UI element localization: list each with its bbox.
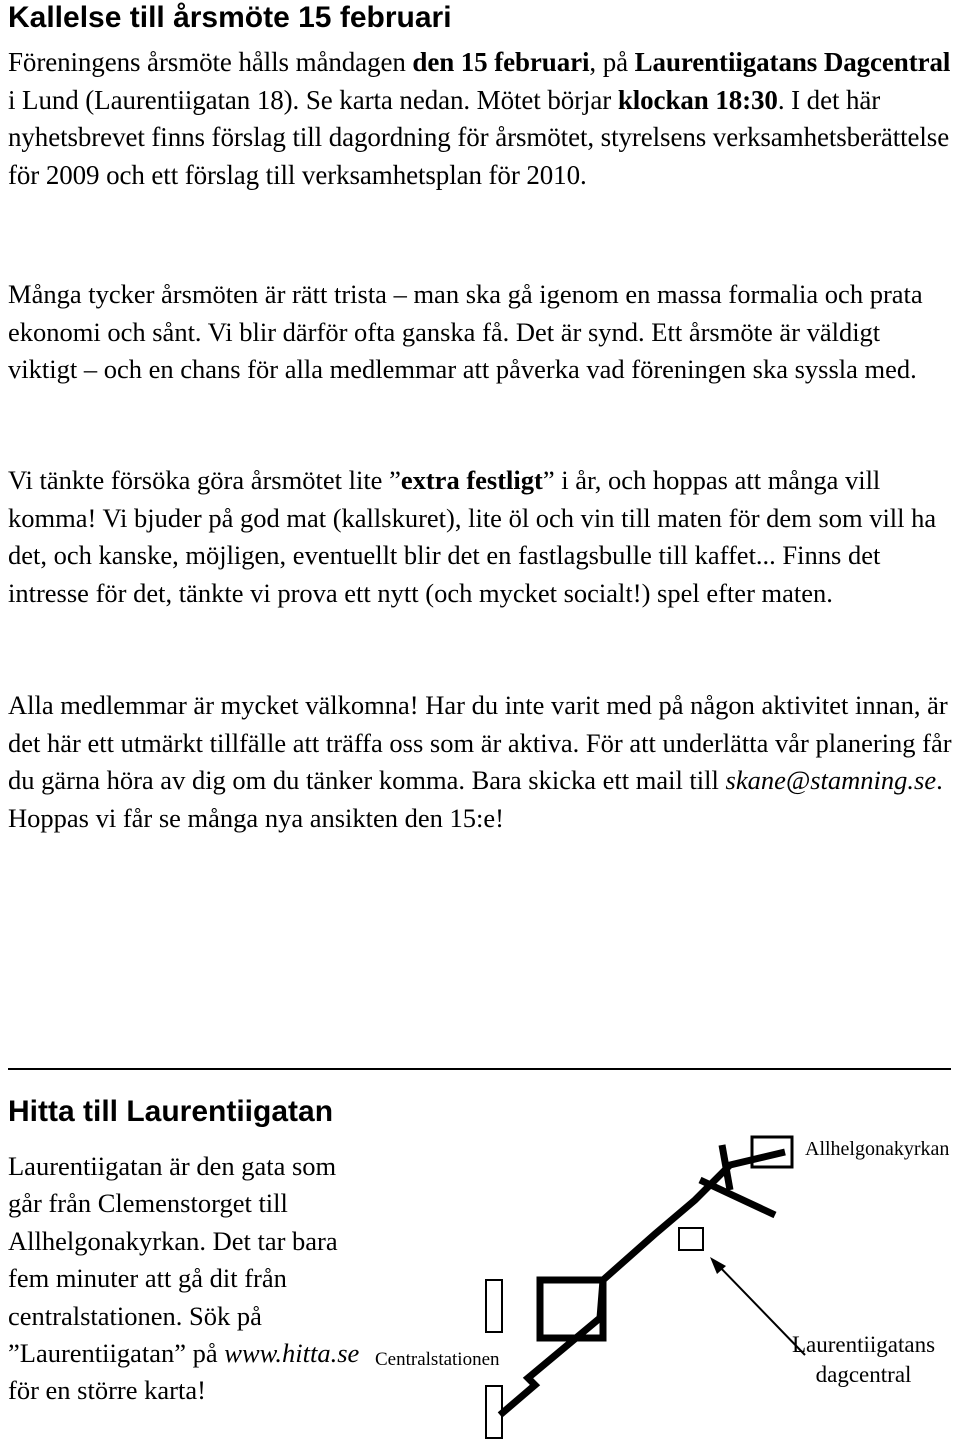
- street-branch: [722, 1145, 730, 1190]
- hitta-link[interactable]: www.hitta.se: [224, 1338, 360, 1369]
- station-building: [540, 1280, 603, 1338]
- meeting-date: den 15 februari: [412, 47, 590, 77]
- welcome-text-1: Alla medlemmar är mycket välkomna! Har du inte varit med på någon aktivitet innan, är det här ett utmärkt tillfälle att träffa oss som är aktiva. För att underlätta vår planering får du gärna höra av dig om du tänker komma. Bara skicka ett mail till: [8, 690, 952, 795]
- festive-paragraph: [8, 462, 953, 612]
- street-branch-2: [700, 1180, 775, 1215]
- festive-text-2: ” i år, och hoppas att många vill komma! Vi bjuder på god mat (kallskuret), lite öl och vin till maten för dem som vill ha det, och kanske, möjligen, eventuellt blir det en fastlagsbulle till kaffet... Finns det intresse för det, tänkte vi prova ett nytt (och mycket socialt!) spel efter maten.: [8, 465, 937, 608]
- intro-text-1: Föreningens årsmöte hålls måndagen: [8, 47, 413, 77]
- location-map: [370, 1125, 960, 1440]
- intro-text-3: i Lund (Laurentiigatan 18). Se karta nedan. Mötet börjar: [8, 84, 618, 115]
- dagcentral-label-line2: dagcentral: [815, 1362, 912, 1387]
- dagcentral-label-line1: Laurentiigatans: [792, 1332, 936, 1357]
- extra-festive-emphasis: extra festligt: [400, 465, 543, 495]
- section-divider: [8, 1068, 951, 1070]
- intro-text-2: , på: [589, 47, 635, 77]
- directions-text-2: för en större karta!: [8, 1375, 206, 1406]
- page-title: Kallelse till årsmöte 15 februari: [8, 1, 452, 34]
- meeting-venue: Laurentiigatans Dagcentral: [634, 47, 951, 77]
- welcome-paragraph: [8, 687, 953, 837]
- directions-paragraph: [8, 1148, 373, 1410]
- meeting-time: klockan 18:30: [617, 84, 778, 115]
- welcome-text-2: . Hoppas vi får se många nya ansikten den 15:e!: [8, 765, 943, 833]
- station-label: Centralstationen: [375, 1349, 500, 1370]
- intro-text-4: . I det här nyhetsbrevet finns förslag till dagordning för årsmötet, styrelsens verksamhetsberättelse för 2009 och ett förslag till verksamhetsplan för 2010.: [8, 84, 950, 190]
- directions-heading: Hitta till Laurentiigatan: [8, 1095, 334, 1128]
- rail-marker-top: [486, 1280, 502, 1332]
- importance-paragraph: Många tycker årsmöten är rätt trista – man ska gå igenom en massa formalia och prata ekonomi och sånt. Vi blir därför ofta ganska få. Det är synd. Ett årsmöte är väldigt viktigt – och en chans för alla medlemmar att påverka vad föreningen ska syssla med.: [8, 279, 923, 384]
- dagcentral-label: [792, 1330, 935, 1390]
- contact-email[interactable]: skane@stamning.se: [725, 765, 937, 795]
- directions-text-1: Laurentiigatan är den gata som går från Clemenstorget till Allhelgonakyrkan. Det tar bara fem minuter att gå dit från centralstationen. Sök på ”Laurentiigatan” på: [8, 1151, 338, 1369]
- church-label: Allhelgonakyrkan: [805, 1138, 950, 1160]
- festive-text-1: Vi tänkte försöka göra årsmötet lite ”: [8, 465, 401, 495]
- intro-paragraph: [8, 44, 953, 194]
- dagcentral-marker: [679, 1228, 703, 1250]
